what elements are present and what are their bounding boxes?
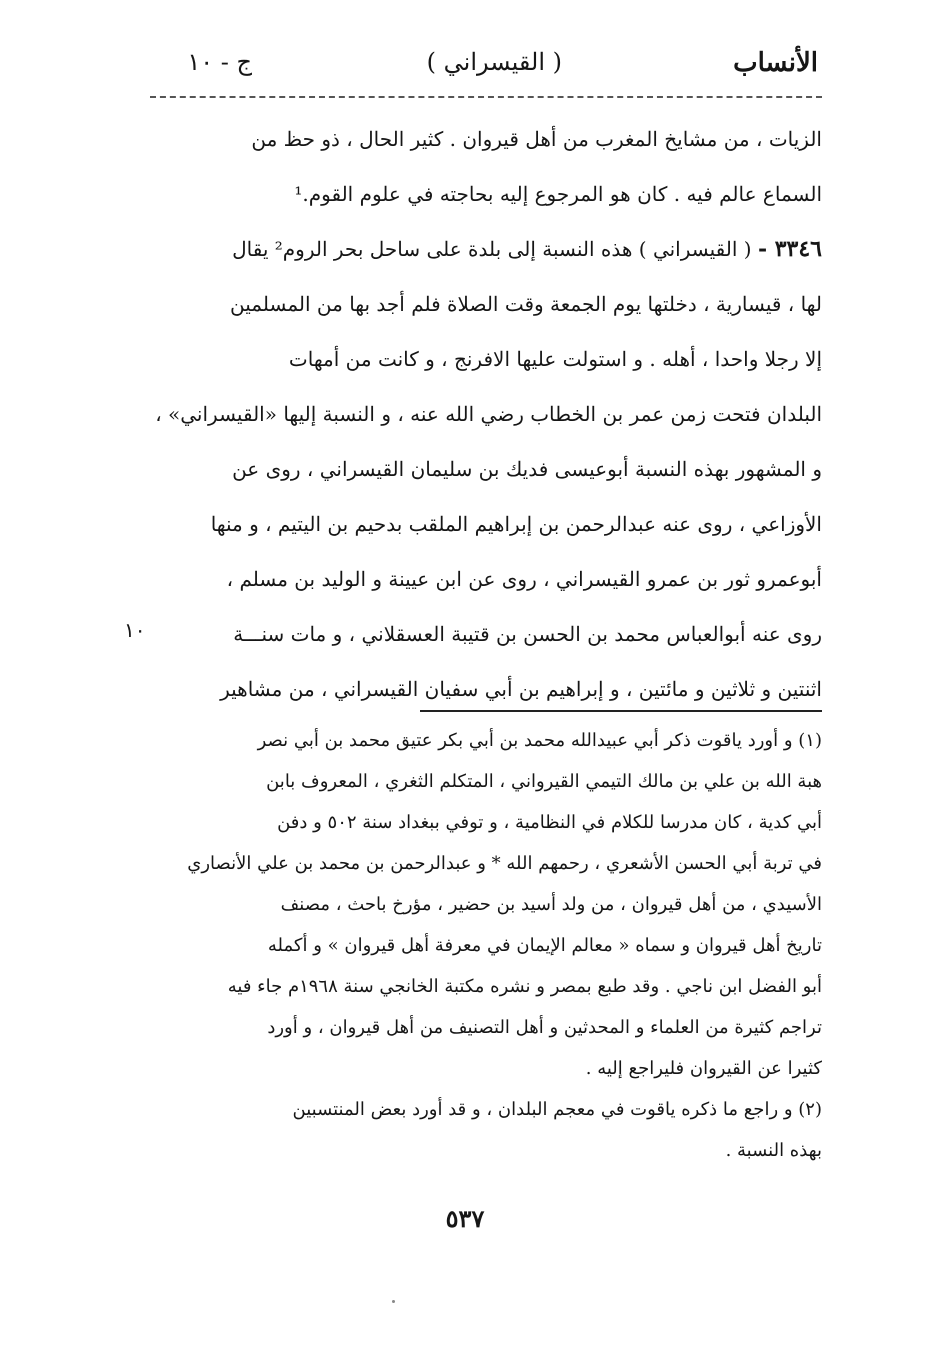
- page-number: ٥٣٧: [445, 1204, 485, 1233]
- body-line: هذه النسبة إلى بلدة على ساحل بحر الروم² يقال: [232, 237, 633, 261]
- footnote-rule: [420, 710, 822, 712]
- book-title: الأنساب: [733, 48, 818, 78]
- body-line: الزيات ، من مشايخ المغرب من أهل قيروان . كثير الحال ، ذو حظ من: [251, 127, 822, 151]
- body-line: أبوعمرو ثور بن عمرو القيسراني ، روى عن ابن عيينة و الوليد بن مسلم ،: [226, 567, 822, 591]
- footnote-line: في تربة أبي الحسن الأشعري ، رحمهم الله * و عبدالرحمن بن محمد بن علي الأنصاري: [187, 853, 822, 874]
- entry-number: ٣٣٤٦ -: [757, 236, 822, 262]
- margin-line-number: ١٠: [124, 618, 146, 642]
- entry-heading-line: [150, 222, 822, 277]
- body-line: البلدان فتحت زمن عمر بن الخطاب رضي الله عنه ، و النسبة إليها «القيسراني» ،: [155, 402, 822, 426]
- footnote-line: أبي كدية ، كان مدرسا للكلام في النظامية ، و توفي ببغداد سنة ٥٠٢ و دفن: [277, 812, 822, 833]
- page-header: [150, 44, 822, 88]
- footnote-line: (٢) و راجع ما ذكره ياقوت في معجم البلدان ، و قد أورد بعض المنتسبين: [292, 1099, 822, 1120]
- footnote-line: الأسيدي ، من أهل قيروان ، من ولد أسيد بن حضير ، مؤرخ باحث ، مصنف: [280, 894, 822, 915]
- main-text: [150, 112, 822, 717]
- footnote-line: بهذه النسبة .: [725, 1140, 822, 1161]
- running-title: ( القيسراني ): [426, 48, 562, 76]
- body-line: روى عنه أبوالعباس محمد بن الحسن بن قتيبة العسقلاني ، و مات سنـــة: [233, 622, 822, 646]
- footnote-line: أبو الفضل ابن ناجي . وقد طبع بمصر و نشره مكتبة الخانجي سنة ١٩٦٨م جاء فيه: [227, 976, 822, 997]
- scan-speck: [392, 1300, 395, 1303]
- footnote-line: تاريخ أهل قيروان و سماه « معالم الإيمان في معرفة أهل قيروان » و أكمله: [267, 935, 822, 956]
- entry-term: ( القيسراني ): [638, 237, 752, 261]
- footnotes: [150, 720, 822, 1171]
- body-line: لها ، قيسارية ، دخلتها يوم الجمعة وقت الصلاة فلم أجد بها من المسلمين: [230, 292, 822, 316]
- body-line: الأوزاعي ، روى عنه عبدالرحمن بن إبراهيم الملقب بدحيم بن اليتيم ، و منها: [210, 512, 822, 536]
- footnote-line: كثيرا عن القيروان فليراجع إليه .: [585, 1058, 822, 1079]
- body-line: اثنتين و ثلاثين و مائتين ، و إبراهيم بن أبي سفيان القيسراني ، من مشاهير: [220, 677, 822, 701]
- volume-number: ج - ١٠: [187, 48, 252, 76]
- footnote-line: هبة الله بن علي بن مالك التيمي القيرواني ، المتكلم الثغري ، المعروف بابن: [266, 771, 822, 792]
- body-line: إلا رجلا واحدا ، أهله . و استولت عليها الافرنج ، و كانت من أمهات: [288, 347, 822, 371]
- body-line: السماع عالم فيه . كان هو المرجوع إليه بحاجته في علوم القوم.¹: [294, 182, 822, 206]
- body-line: و المشهور بهذه النسبة أبوعيسى فديك بن سليمان القيسراني ، روى عن: [232, 457, 822, 481]
- footnote-line: (١) و أورد ياقوت ذكر أبي عبيدالله محمد بن أبي بكر عتيق محمد بن أبي نصر: [257, 730, 822, 751]
- header-rule: [150, 96, 822, 98]
- footnote-line: تراجم كثيرة من العلماء و المحدثين و أهل التصنيف من أهل قيروان ، و أورد: [267, 1017, 822, 1038]
